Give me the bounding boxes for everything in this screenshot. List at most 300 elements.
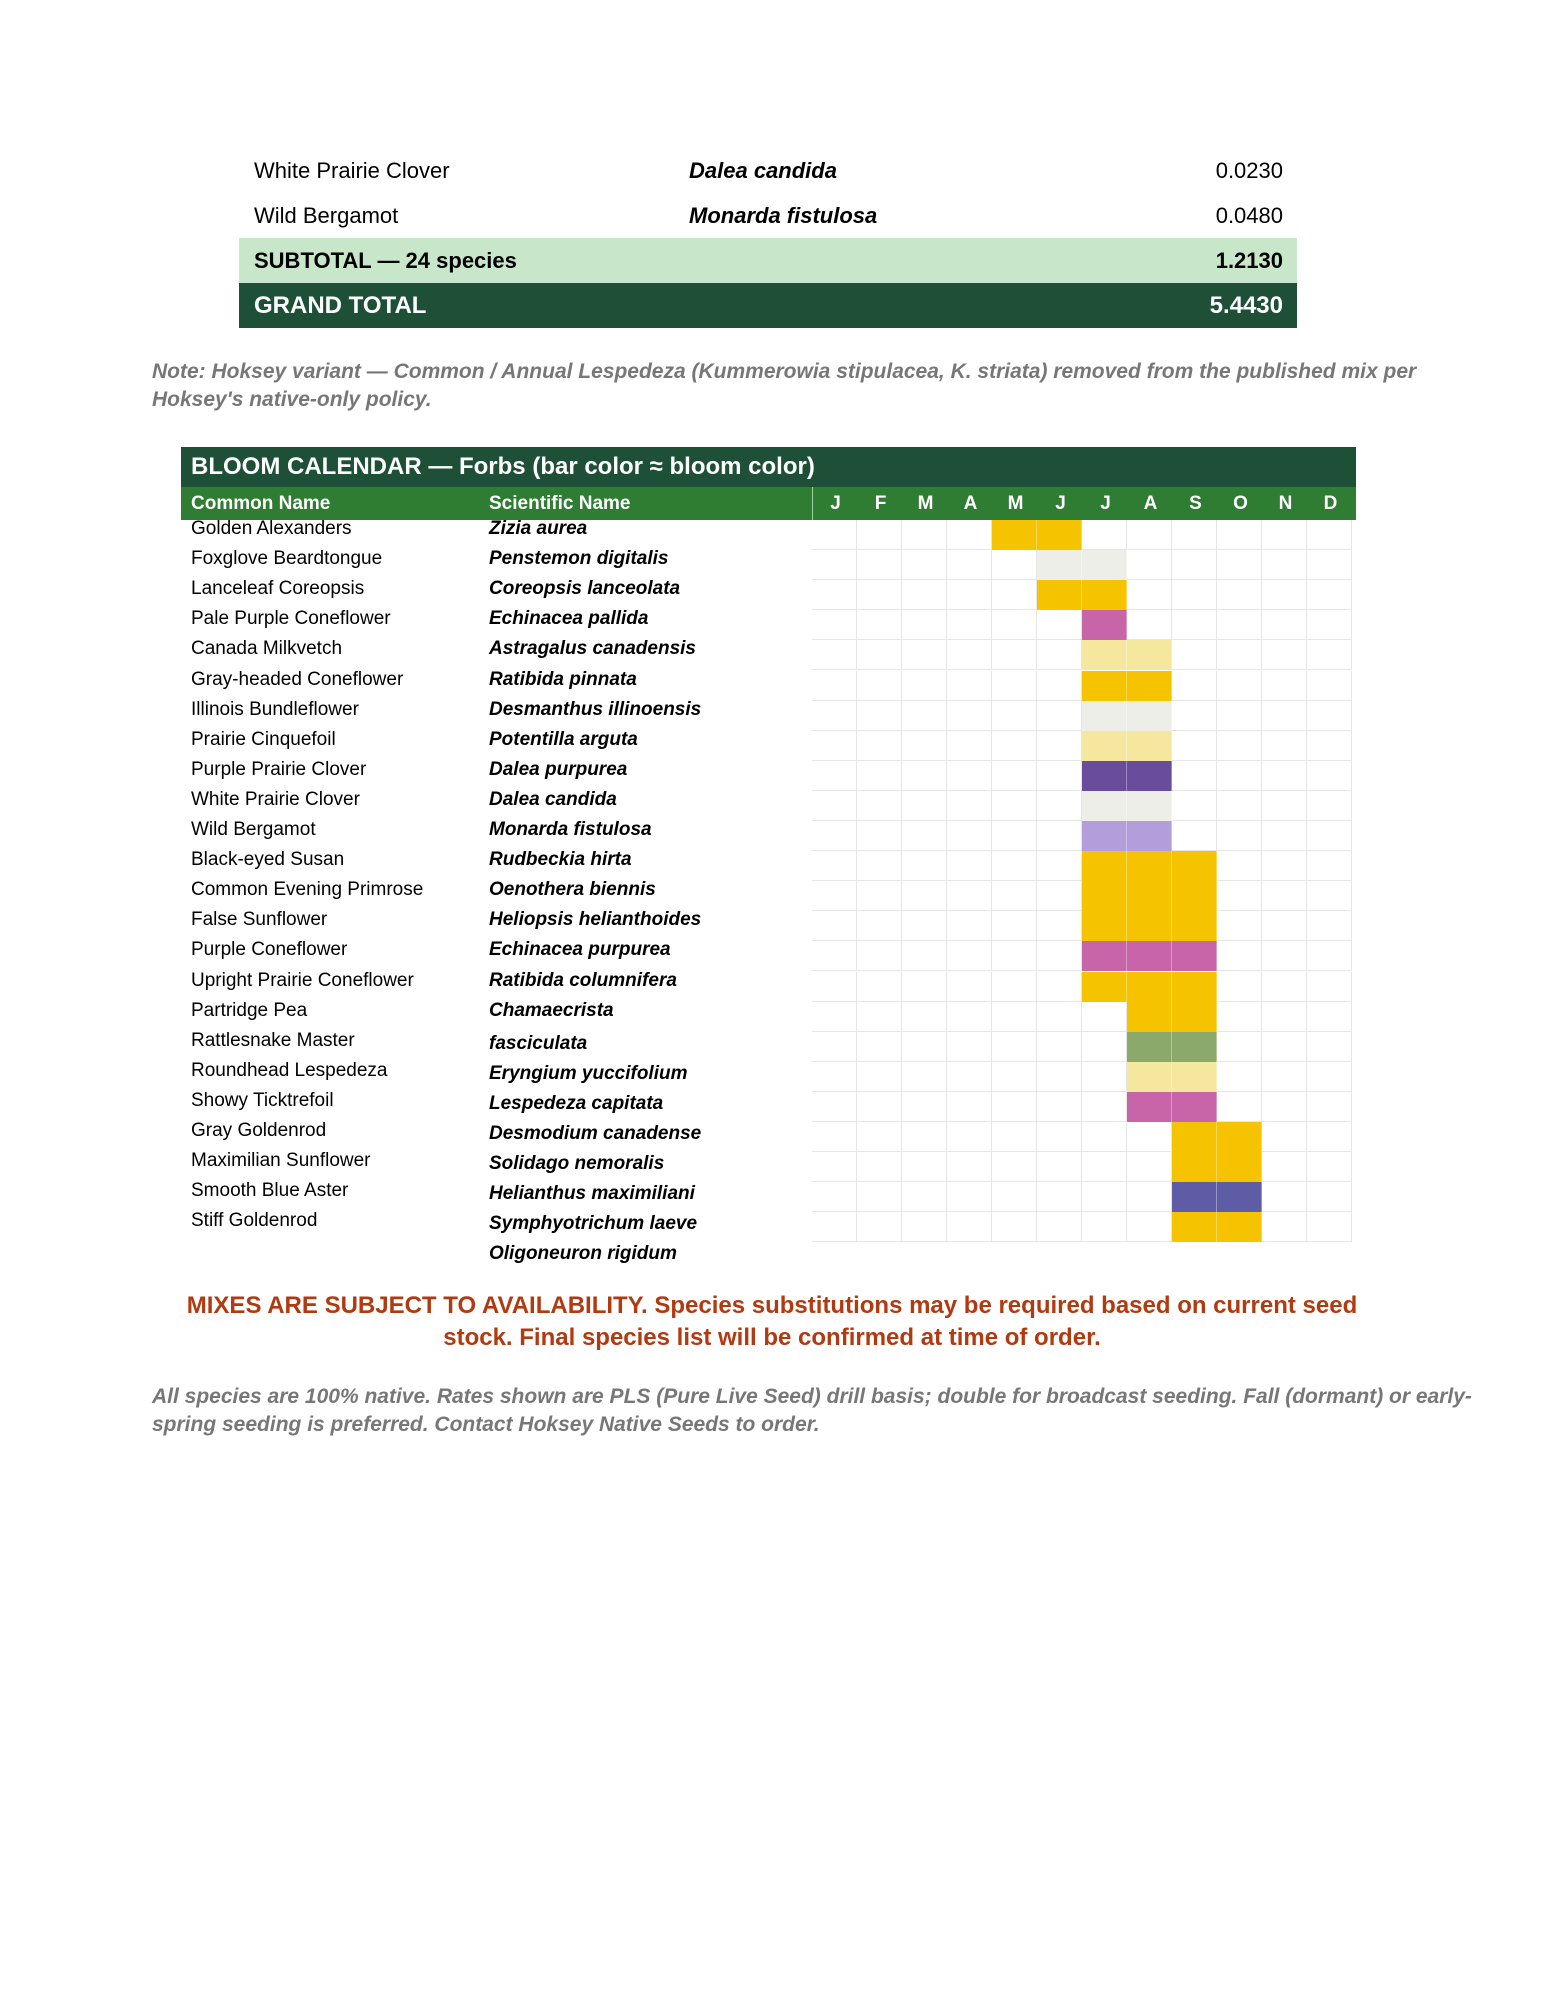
grid-cell — [1037, 1212, 1082, 1242]
grid-cell — [947, 550, 992, 580]
bloom-bar-segment — [1127, 821, 1172, 851]
scientific-name: Lespedeza capitata — [489, 1092, 664, 1114]
grid-cell — [902, 1182, 947, 1212]
grid-cell — [857, 671, 902, 701]
grid-cell — [992, 731, 1037, 761]
bloom-bar-segment — [1127, 1002, 1172, 1032]
scientific-name: Heliopsis helianthoides — [489, 909, 702, 931]
common-name: Common Evening Primrose — [191, 879, 424, 901]
month-header: J — [830, 493, 841, 514]
bloom-bar-segment — [1172, 1092, 1217, 1122]
bloom-bar-segment — [1082, 640, 1127, 670]
grid-cell — [947, 671, 992, 701]
grid-cell — [1127, 580, 1172, 610]
grid-cell — [902, 821, 947, 851]
grid-cell — [992, 1032, 1037, 1062]
grid-cell — [902, 791, 947, 821]
grid-cell — [812, 671, 857, 701]
month-header: F — [874, 493, 887, 514]
grid-cell — [992, 1212, 1037, 1242]
grid-cell — [902, 881, 947, 911]
grid-cell — [1037, 972, 1082, 1002]
grid-cell — [812, 1152, 857, 1182]
month-headers — [812, 487, 1353, 520]
grid-cell — [902, 671, 947, 701]
grid-cell — [1127, 550, 1172, 580]
grid-cell — [1217, 731, 1262, 761]
common-name: Gray Goldenrod — [191, 1120, 327, 1141]
grid-cell — [1172, 761, 1217, 791]
grid-cell — [812, 580, 857, 610]
month-header: A — [963, 493, 978, 514]
grid-cell — [1082, 1092, 1127, 1122]
grid-cell — [947, 821, 992, 851]
column-header-scientific: Scientific Name — [489, 493, 631, 514]
grid-cell — [1262, 1062, 1307, 1092]
grid-cell — [1262, 941, 1307, 971]
grid-cell — [1172, 640, 1217, 670]
grid-cell — [1037, 1092, 1082, 1122]
grid-cell — [1307, 610, 1352, 640]
grid-cell — [992, 640, 1037, 670]
scientific-name: Rudbeckia hirta — [489, 849, 632, 871]
grid-cell — [992, 851, 1037, 881]
grid-cell — [947, 1092, 992, 1122]
grid-cell — [1172, 731, 1217, 761]
grid-cell — [992, 761, 1037, 791]
bloom-bar-segment — [1082, 580, 1127, 610]
common-name: Rattlesnake Master — [191, 1029, 355, 1051]
grid-cell — [857, 911, 902, 941]
grid-cell — [1082, 520, 1127, 550]
bloom-bar-segment — [1127, 911, 1172, 941]
grid-cell — [857, 610, 902, 640]
grid-cell — [947, 520, 992, 550]
grid-cell — [902, 941, 947, 971]
grid-cell — [857, 731, 902, 761]
grid-cell — [1217, 972, 1262, 1002]
grid-cell — [902, 520, 947, 550]
grid-cell — [1217, 550, 1262, 580]
bloom-bar-segment — [1217, 1152, 1262, 1182]
subtotal-value: 1.2130 — [1215, 248, 1283, 273]
grid-cell — [947, 1152, 992, 1182]
grid-cell — [1307, 1062, 1352, 1092]
grid-cell — [1307, 1182, 1352, 1212]
scientific-name: Zizia aurea — [489, 518, 588, 539]
grid-cell — [1262, 821, 1307, 851]
grid-cell — [1172, 821, 1217, 851]
grid-cell — [1172, 610, 1217, 640]
bloom-bar-segment — [1172, 941, 1217, 971]
bloom-bar-segment — [1037, 520, 1082, 550]
grid-cell — [1262, 1002, 1307, 1032]
grid-cell — [902, 731, 947, 761]
grid-cell — [812, 1122, 857, 1152]
common-name: Lanceleaf Coreopsis — [191, 578, 365, 600]
grid-cell — [1037, 731, 1082, 761]
grid-cell — [1037, 1122, 1082, 1152]
scientific-name: Potentilla arguta — [489, 728, 638, 750]
bloom-bar-segment — [1217, 1122, 1262, 1152]
rate-cell: 0.0230 — [1215, 158, 1283, 183]
grid-cell — [947, 761, 992, 791]
bloom-bar-segment — [1082, 671, 1127, 701]
grid-cell — [1307, 580, 1352, 610]
scientific-name: Desmanthus illinoensis — [489, 698, 702, 720]
grid-cell — [1037, 610, 1082, 640]
grid-cell — [812, 1032, 857, 1062]
grid-cell — [1262, 1212, 1307, 1242]
bloom-bar-segment — [1082, 821, 1127, 851]
common-name: Pale Purple Coneflower — [191, 608, 391, 630]
bloom-bar-segment — [1082, 610, 1127, 640]
common-name: False Sunflower — [191, 909, 328, 931]
grid-cell — [947, 701, 992, 731]
grid-cell — [1037, 791, 1082, 821]
bloom-bar-segment — [1082, 761, 1127, 791]
common-name: Canada Milkvetch — [191, 638, 343, 660]
grid-cell — [857, 1152, 902, 1182]
grid-cell — [1307, 701, 1352, 731]
grid-cell — [992, 1002, 1037, 1032]
grid-cell — [1037, 761, 1082, 791]
bloom-bar-segment — [1082, 911, 1127, 941]
common-name: Partridge Pea — [191, 999, 308, 1021]
grid-cell — [1082, 1062, 1127, 1092]
grid-cell — [812, 881, 857, 911]
grid-cell — [947, 640, 992, 670]
bloom-calendar — [181, 447, 1356, 1280]
grid-cell — [1217, 851, 1262, 881]
grid-cell — [812, 791, 857, 821]
grid-cell — [1082, 1212, 1127, 1242]
grid-cell — [1307, 821, 1352, 851]
calendar-header-row — [181, 487, 1356, 520]
grid-cell — [992, 701, 1037, 731]
grid-cell — [1307, 1032, 1352, 1062]
grid-cell — [902, 851, 947, 881]
grid-cell — [1307, 1002, 1352, 1032]
seed-mix-totals-table — [239, 148, 1297, 328]
grid-cell — [1262, 640, 1307, 670]
grid-cell — [857, 761, 902, 791]
bloom-bar-segment — [1172, 911, 1217, 941]
grand-total-label: GRAND TOTAL — [254, 292, 427, 319]
grid-cell — [1217, 1062, 1262, 1092]
bloom-bar-segment — [1127, 941, 1172, 971]
grid-cell — [857, 1212, 902, 1242]
grid-cell — [857, 1032, 902, 1062]
grid-cell — [812, 911, 857, 941]
grid-cell — [1262, 1032, 1307, 1062]
grid-cell — [902, 1122, 947, 1152]
bloom-bar-segment — [1127, 671, 1172, 701]
scientific-name-cell: Monarda fistulosa — [689, 203, 878, 228]
grid-cell — [857, 881, 902, 911]
grid-cell — [857, 1092, 902, 1122]
scientific-name: Oenothera biennis — [489, 879, 656, 901]
bloom-bar-segment — [1172, 1182, 1217, 1212]
grid-cell — [857, 701, 902, 731]
bloom-bar-segment — [1082, 881, 1127, 911]
grid-cell — [1262, 1122, 1307, 1152]
bloom-bar-segment — [1127, 761, 1172, 791]
grid-cell — [1127, 610, 1172, 640]
grid-cell — [857, 851, 902, 881]
common-name: Gray-headed Coneflower — [191, 668, 404, 690]
bloom-bar-segment — [1127, 972, 1172, 1002]
grid-cell — [812, 610, 857, 640]
bloom-bar-segment — [1172, 1062, 1217, 1092]
bloom-bar-segment — [1127, 701, 1172, 731]
grid-cell — [857, 791, 902, 821]
grid-cell — [992, 881, 1037, 911]
scientific-name: Echinacea purpurea — [489, 939, 671, 961]
grid-cell — [1127, 1182, 1172, 1212]
grid-cell — [992, 972, 1037, 1002]
grid-cell — [1172, 520, 1217, 550]
grand-total-row — [239, 283, 1297, 328]
bloom-bar-segment — [1082, 550, 1127, 580]
grid-cell — [902, 701, 947, 731]
calendar-body — [181, 520, 1356, 1280]
bloom-bar-segment — [1172, 972, 1217, 1002]
bloom-bar-segment — [1217, 1212, 1262, 1242]
bloom-bar-segment — [1172, 851, 1217, 881]
grid-cell — [1307, 911, 1352, 941]
grid-cell — [902, 1032, 947, 1062]
grid-cell — [902, 1152, 947, 1182]
grid-cell — [947, 972, 992, 1002]
grid-cell — [1037, 911, 1082, 941]
grid-cell — [1217, 1032, 1262, 1062]
grid-cell — [1127, 1152, 1172, 1182]
grid-cell — [1217, 821, 1262, 851]
common-name: Purple Prairie Clover — [191, 758, 367, 780]
grid-cell — [1262, 520, 1307, 550]
grid-cell — [947, 1122, 992, 1152]
grid-cell — [992, 1092, 1037, 1122]
scientific-name: Monarda fistulosa — [489, 819, 652, 840]
grid-cell — [1082, 1122, 1127, 1152]
grid-cell — [1217, 791, 1262, 821]
grid-cell — [1217, 580, 1262, 610]
scientific-name: Dalea candida — [489, 788, 617, 810]
grid-cell — [992, 1062, 1037, 1092]
grid-cell — [947, 610, 992, 640]
grid-cell — [902, 550, 947, 580]
grid-cell — [1172, 671, 1217, 701]
bloom-bar-segment — [1082, 701, 1127, 731]
grid-cell — [1262, 610, 1307, 640]
grid-cell — [1172, 791, 1217, 821]
scientific-name: Ratibida pinnata — [489, 668, 637, 690]
seeding-note: All species are 100% native. Rates shown are PLS (Pure Live Seed) drill basis; double for broadcast seeding. Fall (dormant) or early-spring seeding is preferred. Contact Hoksey Native Seeds to order. — [152, 1385, 1472, 1436]
grid-cell — [812, 761, 857, 791]
bloom-bar-segment — [1172, 1212, 1217, 1242]
bloom-bar-segment — [1172, 1032, 1217, 1062]
grid-cell — [902, 640, 947, 670]
bloom-bar-segment — [992, 520, 1037, 550]
column-header-common: Common Name — [191, 493, 331, 514]
grid-cell — [947, 911, 992, 941]
grid-cell — [902, 972, 947, 1002]
grid-cell — [992, 911, 1037, 941]
grid-cell — [1217, 610, 1262, 640]
bloom-bar-segment — [1037, 580, 1082, 610]
grid-cell — [1262, 911, 1307, 941]
grid-cell — [812, 640, 857, 670]
month-header: D — [1323, 493, 1338, 514]
grid-cell — [1037, 941, 1082, 971]
common-name: Golden Alexanders — [191, 518, 352, 539]
grid-cell — [812, 851, 857, 881]
bloom-bar-segment — [1082, 731, 1127, 761]
grid-cell — [1307, 1152, 1352, 1182]
grid-cell — [1037, 1032, 1082, 1062]
grid-cell — [992, 821, 1037, 851]
grid-cell — [992, 550, 1037, 580]
subtotal-row — [239, 238, 1297, 283]
grid-cell — [812, 1182, 857, 1212]
grid-cell — [812, 520, 857, 550]
common-name: Purple Coneflower — [191, 939, 348, 961]
scientific-name: Dalea purpurea — [489, 758, 628, 780]
grid-cell — [947, 731, 992, 761]
bloom-bar-segment — [1217, 1182, 1262, 1212]
grid-cell — [1307, 761, 1352, 791]
month-header: A — [1143, 493, 1158, 514]
grid-cell — [857, 941, 902, 971]
grid-cell — [902, 761, 947, 791]
month-header: J — [1100, 493, 1111, 514]
bloom-grid — [812, 520, 1353, 1242]
grid-cell — [1307, 881, 1352, 911]
grid-cell — [947, 791, 992, 821]
grid-cell — [1307, 851, 1352, 881]
grid-cell — [1127, 1212, 1172, 1242]
common-name: Illinois Bundleflower — [191, 698, 359, 720]
grid-cell — [1307, 671, 1352, 701]
month-header: O — [1233, 493, 1248, 514]
grid-cell — [1082, 1182, 1127, 1212]
grid-cell — [1217, 761, 1262, 791]
grid-cell — [812, 1212, 857, 1242]
grid-cell — [1262, 881, 1307, 911]
scientific-name-cell: Dalea candida — [689, 158, 837, 183]
common-name: White Prairie Clover — [191, 788, 360, 810]
scientific-name: Penstemon digitalis — [489, 548, 669, 570]
grid-cell — [1262, 972, 1307, 1002]
grid-cell — [1262, 1152, 1307, 1182]
grid-cell — [1037, 851, 1082, 881]
month-header: M — [917, 493, 934, 514]
grid-cell — [1307, 520, 1352, 550]
grid-cell — [857, 550, 902, 580]
bloom-bar-segment — [1172, 1152, 1217, 1182]
grid-cell — [947, 1062, 992, 1092]
grid-cell — [857, 821, 902, 851]
common-name: Showy Ticktrefoil — [191, 1089, 334, 1111]
grid-cell — [902, 911, 947, 941]
scientific-name: Astragalus canadensis — [489, 638, 696, 660]
common-name: Wild Bergamot — [191, 819, 316, 840]
grid-cell — [992, 671, 1037, 701]
variant-note: Note: Hoksey variant — Common / Annual Lespedeza (Kummerowia stipulacea, K. striata) removed from the published mix per Hoksey's native-only policy. — [152, 360, 1417, 411]
grid-cell — [947, 580, 992, 610]
grid-cell — [857, 1002, 902, 1032]
scientific-name: Symphyotrichum laeve — [489, 1213, 698, 1235]
scientific-name: Eryngium yuccifolium — [489, 1062, 688, 1084]
bloom-bar-segment — [1037, 550, 1082, 580]
grid-cell — [812, 972, 857, 1002]
grid-cell — [857, 1062, 902, 1092]
grid-cell — [947, 1212, 992, 1242]
scientific-name: Coreopsis lanceolata — [489, 578, 681, 600]
bloom-bar-segment — [1127, 731, 1172, 761]
common-name: Upright Prairie Coneflower — [191, 969, 414, 991]
bloom-bar-segment — [1172, 1122, 1217, 1152]
grid-cell — [1172, 580, 1217, 610]
grid-cell — [857, 972, 902, 1002]
grid-cell — [1217, 701, 1262, 731]
grid-cell — [1262, 701, 1307, 731]
grid-cell — [947, 881, 992, 911]
grid-cell — [902, 580, 947, 610]
grid-cell — [1262, 851, 1307, 881]
grid-cell — [902, 1062, 947, 1092]
bloom-bar-segment — [1127, 640, 1172, 670]
grid-cell — [1217, 1002, 1262, 1032]
month-header: J — [1055, 493, 1066, 514]
grid-cell — [857, 640, 902, 670]
scientific-name: Desmodium canadense — [489, 1123, 702, 1144]
scientific-name: Ratibida columnifera — [489, 969, 677, 991]
grid-cell — [1262, 580, 1307, 610]
grid-cell — [1262, 550, 1307, 580]
grid-cell — [1037, 1002, 1082, 1032]
bloom-bar-segment — [1082, 941, 1127, 971]
grid-cell — [857, 1122, 902, 1152]
grid-cell — [812, 701, 857, 731]
scientific-name: Chamaecrista — [489, 999, 614, 1021]
month-header: M — [1007, 493, 1024, 514]
grid-cell — [812, 550, 857, 580]
grid-cell — [1037, 1062, 1082, 1092]
grid-cell — [1082, 1002, 1127, 1032]
availability-notice: MIXES ARE SUBJECT TO AVAILABILITY. Species substitutions may be required based on current seed stock. Final species list will be confirmed at time of order. — [186, 1292, 1358, 1351]
scientific-name: Oligoneuron rigidum — [489, 1243, 677, 1265]
scientific-name: Helianthus maximiliani — [489, 1183, 695, 1205]
rate-cell: 0.0480 — [1215, 203, 1283, 228]
grid-cell — [1262, 671, 1307, 701]
common-name: Prairie Cinquefoil — [191, 728, 336, 750]
grid-cell — [1262, 791, 1307, 821]
grid-cell — [857, 580, 902, 610]
grid-cell — [1307, 972, 1352, 1002]
grand-total-value: 5.4430 — [1209, 292, 1283, 319]
grid-cell — [1217, 911, 1262, 941]
grid-cell — [902, 1092, 947, 1122]
scientific-name: Echinacea pallida — [489, 608, 649, 630]
bloom-bar-segment — [1172, 1002, 1217, 1032]
grid-cell — [1307, 941, 1352, 971]
grid-cell — [1172, 701, 1217, 731]
grid-cell — [1037, 881, 1082, 911]
grid-cell — [812, 941, 857, 971]
grid-cell — [1307, 791, 1352, 821]
